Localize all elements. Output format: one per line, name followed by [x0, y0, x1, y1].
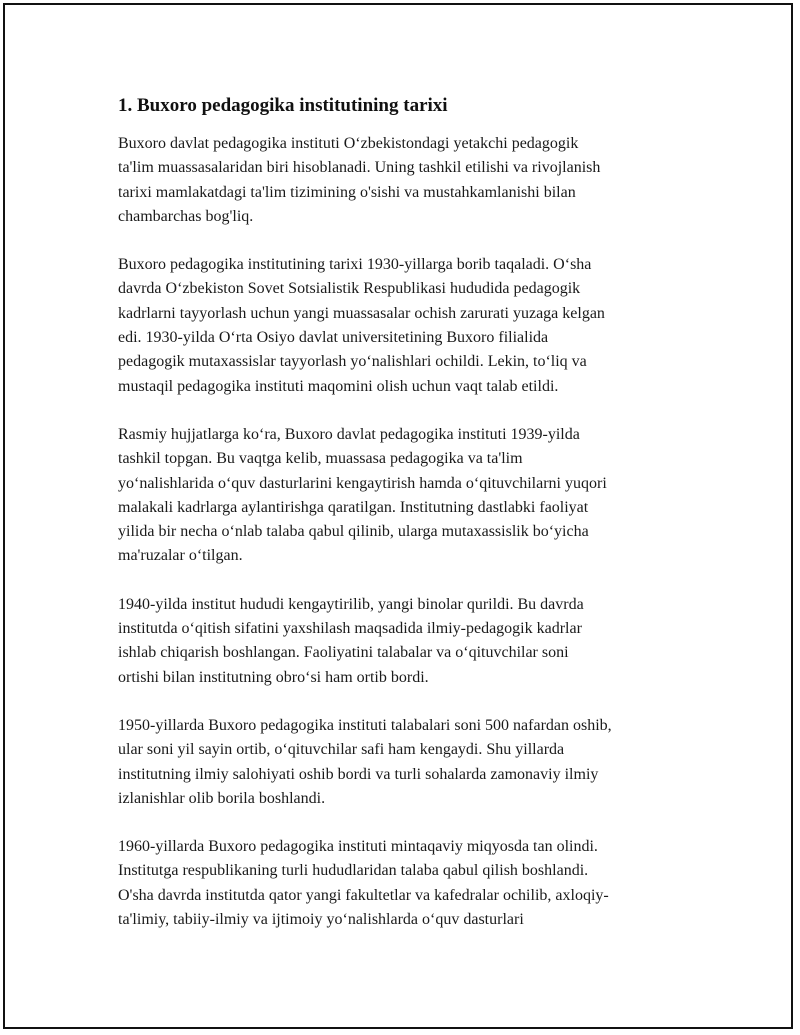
paragraph-line: mustaqil pedagogika instituti maqomini olish uchun vaqt talab etildi. [118, 377, 559, 395]
paragraph-line: yilida bir necha o‘nlab talaba qabul qilinib, ularga mutaxassislik bo‘yicha [118, 523, 589, 541]
paragraph-line: yo‘nalishlarida o‘quv dasturlarini kengaytirish hamda o‘qituvchilarni yuqori [118, 474, 607, 492]
paragraph-line: 1940-yilda institut hududi kengaytirilib, yangi binolar qurildi. Bu davrda [118, 595, 584, 613]
paragraph-line: institutda o‘qitish sifatini yaxshilash maqsadida ilmiy-pedagogik kadrlar [118, 620, 582, 638]
paragraph-line: Institutga respublikaning turli hududlaridan talaba qabul qilish boshlandi. [118, 862, 589, 880]
paragraph-line: Buxoro davlat pedagogika instituti O‘zbekistondagi yetakchi pedagogik [118, 135, 579, 152]
body-paragraph [118, 835, 688, 932]
paragraph-line: Rasmiy hujjatlarga ko‘ra, Buxoro davlat pedagogika instituti 1939-yilda [118, 425, 580, 443]
body-paragraph [118, 593, 688, 690]
section-heading: 1. Buxoro pedagogika institutining tarixi [118, 95, 448, 116]
paragraph-line: 1960-yillarda Buxoro pedagogika instituti mintaqaviy miqyosda tan olindi. [118, 838, 598, 856]
paragraph-line: ishlab chiqarish boshlangan. Faoliyatini talabalar va o‘qituvchilar soni [118, 644, 569, 662]
paragraph-line: ta'lim muassasalaridan biri hisoblanadi. Uning tashkil etilishi va rivojlanish [118, 159, 601, 177]
paragraph-line: edi. 1930-yilda O‘rta Osiyo davlat universitetining Buxoro filialida [118, 329, 549, 347]
paragraph-line: pedagogik mutaxassislar tayyorlash yo‘nalishlari ochildi. Lekin, to‘liq va [118, 353, 587, 371]
document-body [118, 94, 688, 956]
paragraph-line: ortishi bilan institutning obro‘si ham ortib bordi. [118, 668, 429, 686]
paragraph-line: institutning ilmiy salohiyati oshib bordi va turli sohalarda zamonaviy ilmiy [118, 765, 599, 783]
paragraph-line: ma'ruzalar o‘tilgan. [118, 547, 243, 565]
paragraph-line: O'sha davrda institutda qator yangi fakultetlar va kafedralar ochilib, axloqiy- [118, 886, 609, 904]
paragraph-line: tarixi mamlakatdagi ta'lim tizimining o'sishi va mustahkamlanishi bilan [118, 183, 576, 201]
paragraph-line: davrda O‘zbekiston Sovet Sotsialistik Respublikasi hududida pedagogik [118, 280, 581, 298]
paragraph-line: malakali kadrlarga aylantirishga qaratilgan. Institutning dastlabki faoliyat [118, 498, 589, 516]
paragraph-line: chambarchas bog'liq. [118, 207, 254, 225]
paragraph-line: tashkil topgan. Bu vaqtga kelib, muassasa pedagogika va ta'lim [118, 450, 523, 468]
paragraph-line: kadrlarni tayyorlash uchun yangi muassasalar ochish zarurati yuzaga kelgan [118, 304, 605, 322]
paragraph-line: Buxoro pedagogika institutining tarixi 1930-yillarga borib taqaladi. O‘sha [118, 256, 592, 274]
body-paragraph [118, 132, 688, 229]
body-paragraph [118, 253, 688, 399]
body-paragraph [118, 423, 688, 569]
paragraph-list [118, 132, 688, 932]
paragraph-line: ta'limiy, tabiiy-ilmiy va ijtimoiy yo‘nalishlarda o‘quv dasturlari [118, 911, 524, 929]
paragraph-line: 1950-yillarda Buxoro pedagogika instituti talabalari soni 500 nafardan oshib, [118, 716, 612, 734]
body-paragraph [118, 714, 688, 811]
paragraph-line: izlanishlar olib borila boshlandi. [118, 789, 326, 807]
paragraph-line: ular soni yil sayin ortib, o‘qituvchilar safi ham kengaydi. Shu yillarda [118, 741, 565, 759]
